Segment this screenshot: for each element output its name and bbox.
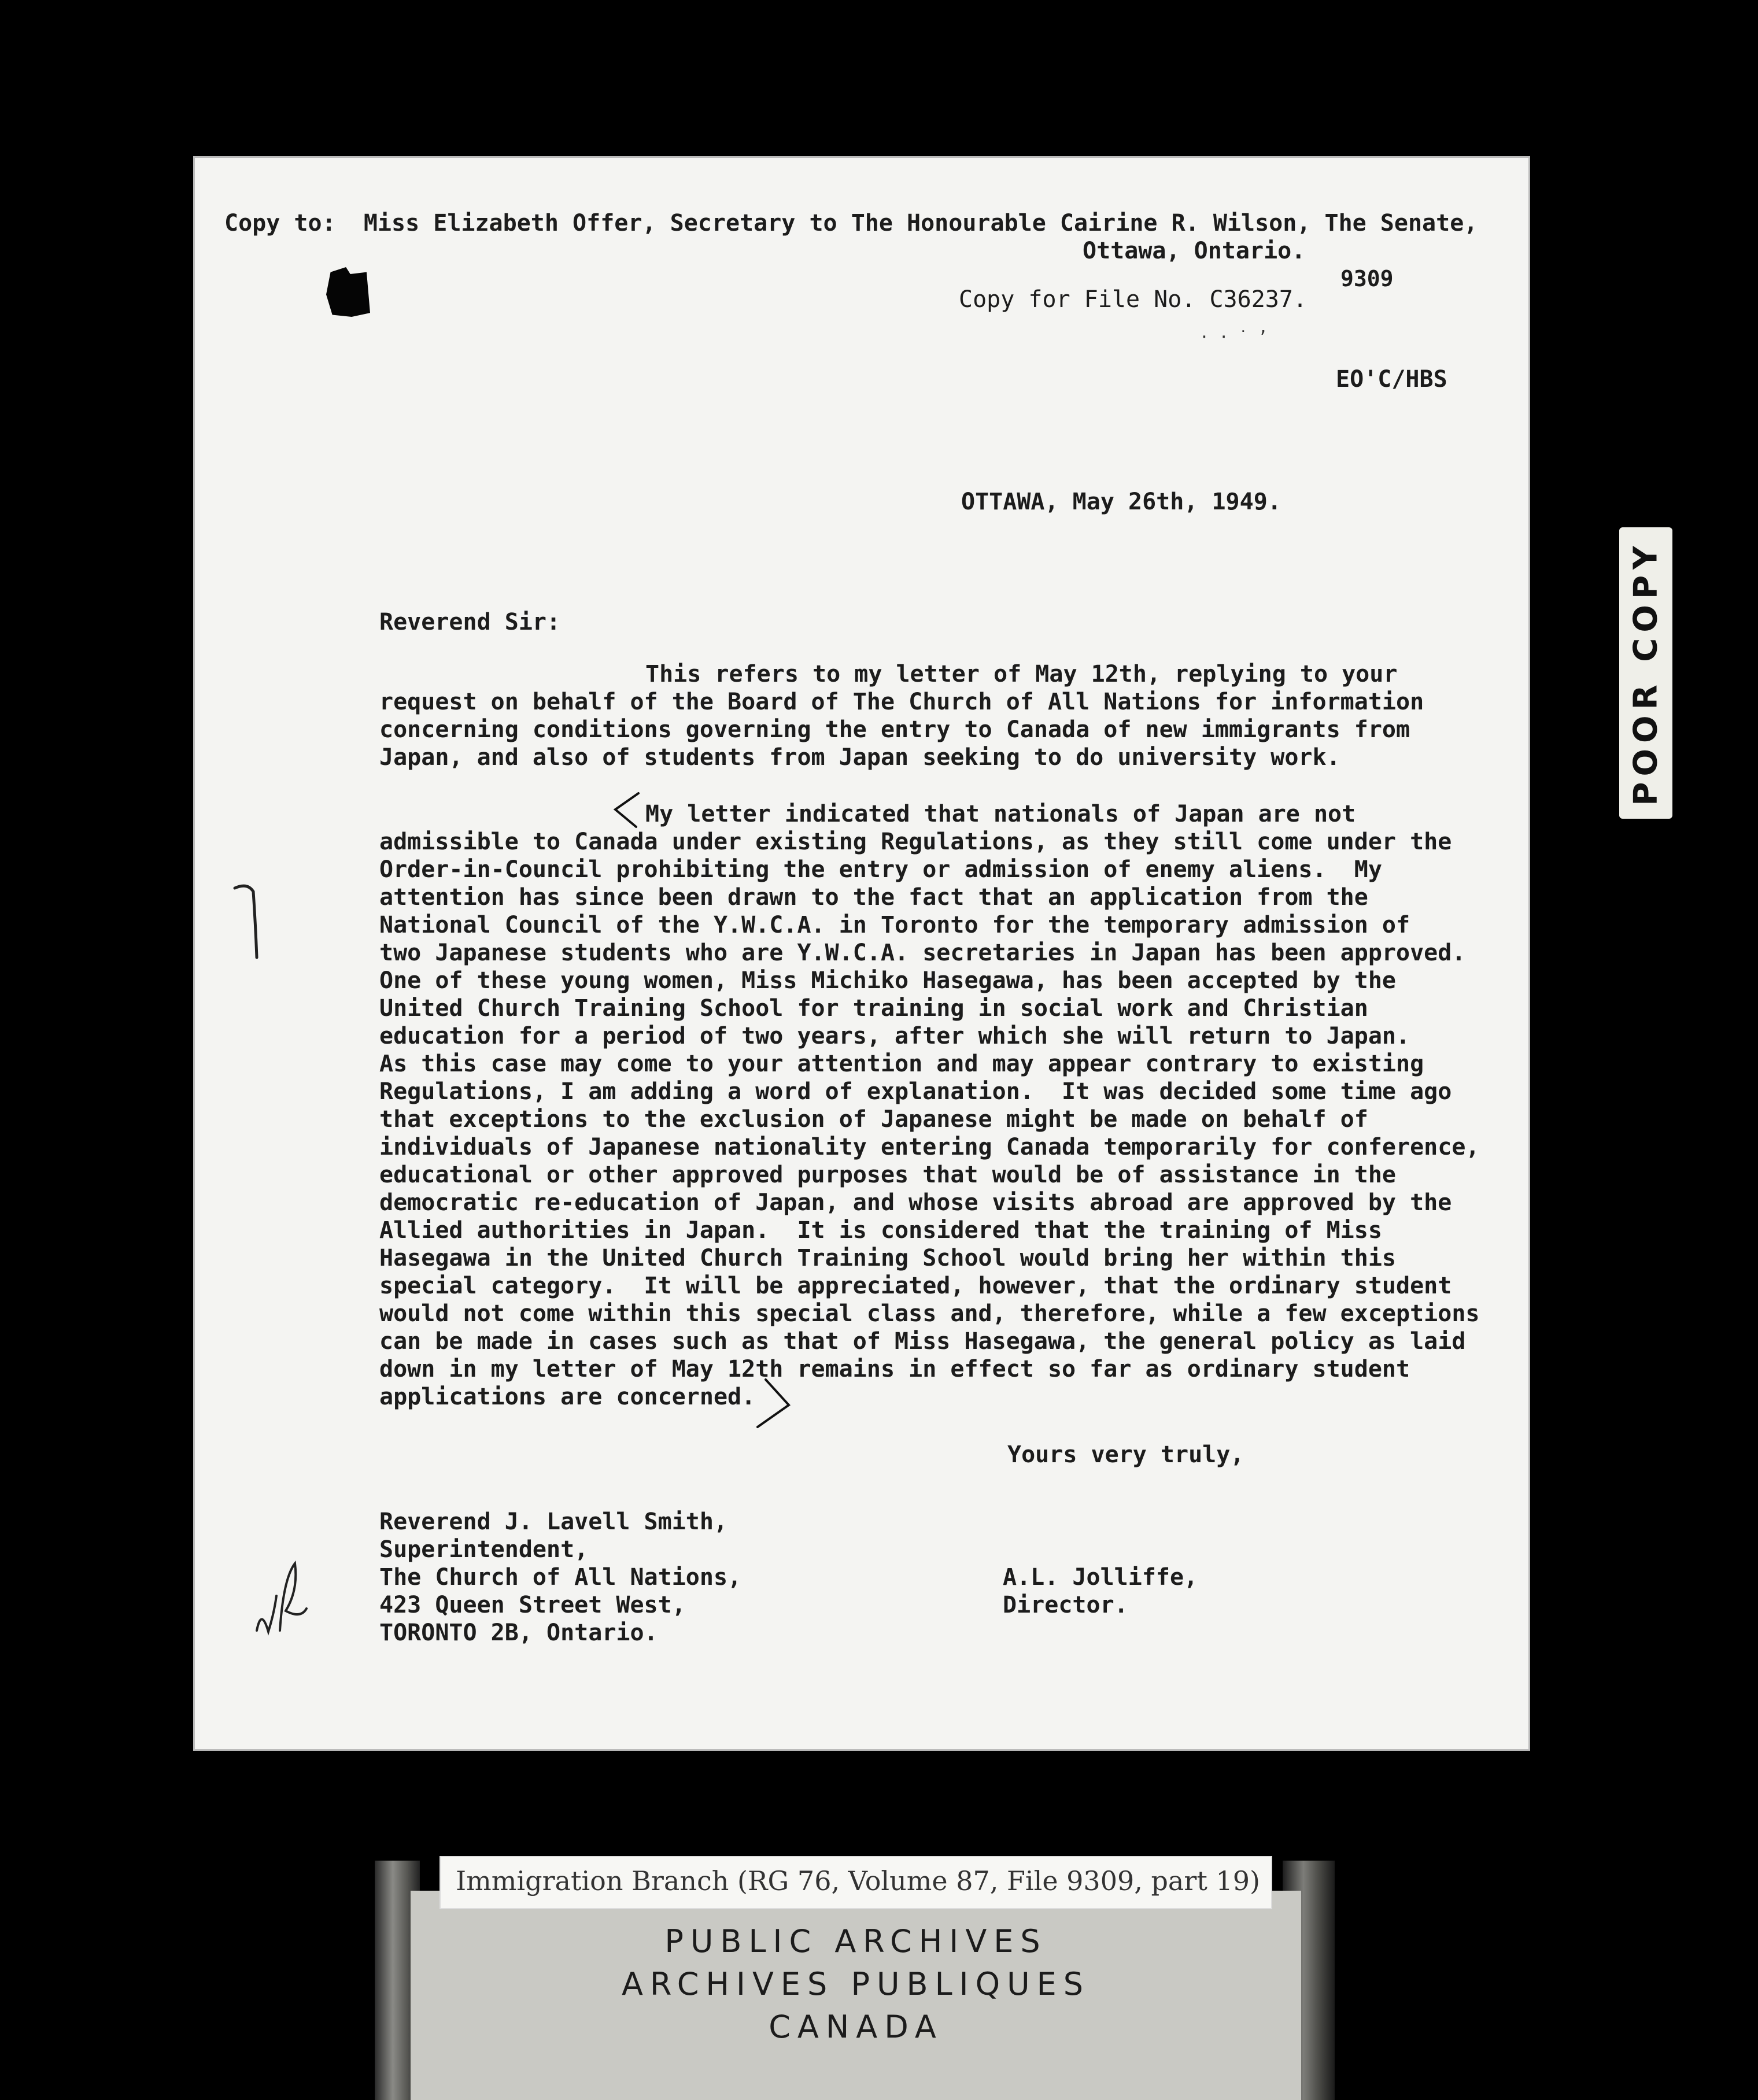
addressee-line: TORONTO 2B, Ontario. [379,1620,658,1646]
paragraph-line: would not come within this special class and, therefore, while a few exceptions [379,1300,1480,1327]
file-copy-line: Copy for File No. C36237. [959,286,1308,313]
reference-initials: EO'C/HBS [1336,366,1447,393]
paragraph-line: that exceptions to the exclusion of Japanese might be made on behalf of [379,1106,1368,1133]
addressee-line: Superintendent, [379,1536,589,1563]
paragraph-line: attention has since been drawn to the fact that an application from the [379,884,1368,911]
paragraph-line: This refers to my letter of May 12th, replying to your [645,661,1398,687]
handwritten-open-bracket [610,790,644,830]
paragraph-line: request on behalf of the Board of The Church of All Nations for information [379,689,1424,715]
file-number-mark: 9309 [1340,266,1394,291]
archive-stamp-line-3: CANADA [769,2009,943,2045]
paragraph-line: Hasegawa in the United Church Training School would bring her within this [379,1245,1396,1271]
closing: Yours very truly, [1007,1441,1244,1468]
addressee-line: The Church of All Nations, [379,1564,742,1591]
paragraph-line: down in my letter of May 12th remains in effect so far as ordinary student [379,1356,1410,1382]
poor-copy-text: POOR COPY [1627,540,1665,806]
paragraph-line: educational or other approved purposes that would be of assistance in the [379,1162,1396,1188]
archive-reference-label [440,1856,1272,1909]
copy-to-line: Copy to: Miss Elizabeth Offer, Secretary to The Honourable Cairine R. Wilson, The Senate, [224,210,1478,236]
place-date: OTTAWA, May 26th, 1949. [961,489,1281,515]
paragraph-line: Japan, and also of students from Japan seeking to do university work. [379,744,1340,771]
paragraph-line: democratic re-education of Japan, and whose visits abroad are approved by the [379,1189,1452,1216]
paragraph-line: Order-in-Council prohibiting the entry or admission of enemy aliens. My [379,856,1382,883]
paragraph-line: As this case may come to your attention and may appear contrary to existing [379,1051,1424,1077]
handwritten-initials [251,1555,315,1648]
paragraph-line: two Japanese students who are Y.W.C.A. secretaries in Japan has been approved. [379,940,1466,966]
signatory-name: A.L. Jolliffe, [1003,1564,1198,1591]
paragraph-line: Allied authorities in Japan. It is considered that the training of Miss [379,1217,1382,1244]
archive-stamp-line-2: ARCHIVES PUBLIQUES [621,1966,1091,2002]
handwritten-margin-mark [230,880,265,961]
paragraph-line: individuals of Japanese nationality entering Canada temporarily for conference, [379,1134,1480,1160]
ink-blot [326,267,370,317]
paragraph-line: special category. It will be appreciated, however, that the ordinary student [379,1273,1452,1299]
paragraph-line: Regulations, I am adding a word of explanation. It was decided some time ago [379,1078,1452,1105]
paragraph-line: My letter indicated that nationals of Japan are not [645,801,1356,827]
paragraph-line: applications are concerned. [379,1384,756,1410]
paragraph-line: One of these young women, Miss Michiko Hasegawa, has been accepted by the [379,967,1396,994]
copy-to-city: Ottawa, Ontario. [1083,238,1306,264]
paragraph-line: education for a period of two years, after which she will return to Japan. [379,1023,1410,1049]
archive-reference: Immigration Branch (RG 76, Volume 87, File 9309, part 19) [456,1865,1260,1896]
paragraph-line: United Church Training School for training in social work and Christian [379,995,1368,1022]
salutation: Reverend Sir: [379,609,561,635]
paragraph-line: can be made in cases such as that of Miss Hasegawa, the general policy as laid [379,1328,1466,1355]
archive-stamp-line-1: PUBLIC ARCHIVES [664,1923,1047,1959]
letter-page [193,156,1530,1751]
paragraph-line: admissible to Canada under existing Regulations, as they still come under the [379,829,1452,855]
addressee-line: 423 Queen Street West, [379,1592,686,1618]
addressee-line: Reverend J. Lavell Smith, [379,1509,728,1535]
poor-copy-label [1619,527,1672,819]
signatory-title: Director. [1003,1592,1128,1618]
paragraph-line: National Council of the Y.W.C.A. in Toronto for the temporary admission of [379,912,1410,938]
paragraph-line: concerning conditions governing the entry to Canada of new immigrants from [379,716,1410,743]
handwritten-close-bracket [751,1375,797,1433]
stray-marks: · · ˙ ʼ [1199,327,1268,346]
